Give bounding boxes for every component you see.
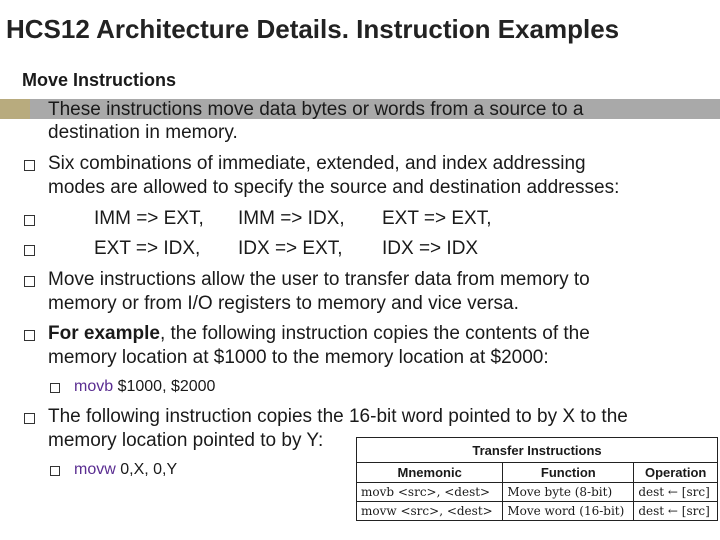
para3-line1: Move instructions allow the user to transfer data from memory to (48, 269, 590, 290)
para5-line2: memory location pointed to by Y: (48, 430, 324, 451)
mode-ext-idx: EXT => IDX, (94, 238, 201, 259)
transfer-instructions-table (356, 437, 718, 521)
para2-line1: Six combinations of immediate, extended, and index addressing (48, 153, 586, 174)
for-example-bold: For example (48, 323, 160, 344)
table-header: Operation (634, 463, 718, 483)
example2-operands: 0,X, 0,Y (115, 461, 178, 478)
table-cell: Move word (16-bit) (503, 502, 634, 521)
para4-line2: memory location at $1000 to the memory location at $2000: (48, 347, 549, 368)
example1-operands: $1000, $2000 (113, 378, 216, 395)
bullet-icon (24, 215, 35, 226)
bullet-icon (24, 413, 35, 424)
table-header: Mnemonic (357, 463, 503, 483)
example1-code (74, 376, 215, 398)
sub-bullet-icon (50, 383, 60, 393)
table-cell: movb <src>, <dest> (357, 483, 503, 502)
para4-line1-rest: , the following instruction copies the contents of the (159, 323, 590, 344)
para5-line1: The following instruction copies the 16-bit word pointed to by X to the (48, 406, 628, 427)
highlight-box (0, 99, 30, 119)
example2-code (74, 459, 177, 481)
table-header: Function (503, 463, 634, 483)
table-cell: dest ← [src] (634, 483, 718, 502)
para1-line2: destination in memory. (48, 122, 238, 143)
table-cell: dest ← [src] (634, 502, 718, 521)
mode-idx-idx: IDX => IDX (382, 238, 479, 259)
table-cell: Move byte (8-bit) (503, 483, 634, 502)
bullet-icon (24, 245, 35, 256)
mode-imm-idx: IMM => IDX, (238, 208, 345, 229)
bullet-icon (24, 276, 35, 287)
example2-mnemonic: movw (74, 461, 116, 478)
mode-idx-ext: IDX => EXT, (238, 238, 343, 259)
example1-mnemonic: movb (74, 378, 114, 395)
page-title: HCS12 Architecture Details. Instruction Examples (6, 14, 620, 44)
table-caption: Transfer Instructions (357, 438, 718, 463)
para4-line1 (48, 323, 590, 345)
mode-ext-ext: EXT => EXT, (382, 208, 492, 229)
mode-imm-ext: IMM => EXT, (94, 208, 204, 229)
bullet-icon (24, 330, 35, 341)
bullet-icon (24, 160, 35, 171)
table-row (357, 483, 718, 502)
table-row (357, 502, 718, 521)
section-heading: Move Instructions (22, 70, 177, 90)
para2-line2: modes are allowed to specify the source and destination addresses: (48, 177, 620, 198)
sub-bullet-icon (50, 466, 60, 476)
table-cell: movw <src>, <dest> (357, 502, 503, 521)
para1-line1: These instructions move data bytes or words from a source to a (48, 99, 584, 120)
para3-line2: memory or from I/O registers to memory and vice versa. (48, 293, 519, 314)
